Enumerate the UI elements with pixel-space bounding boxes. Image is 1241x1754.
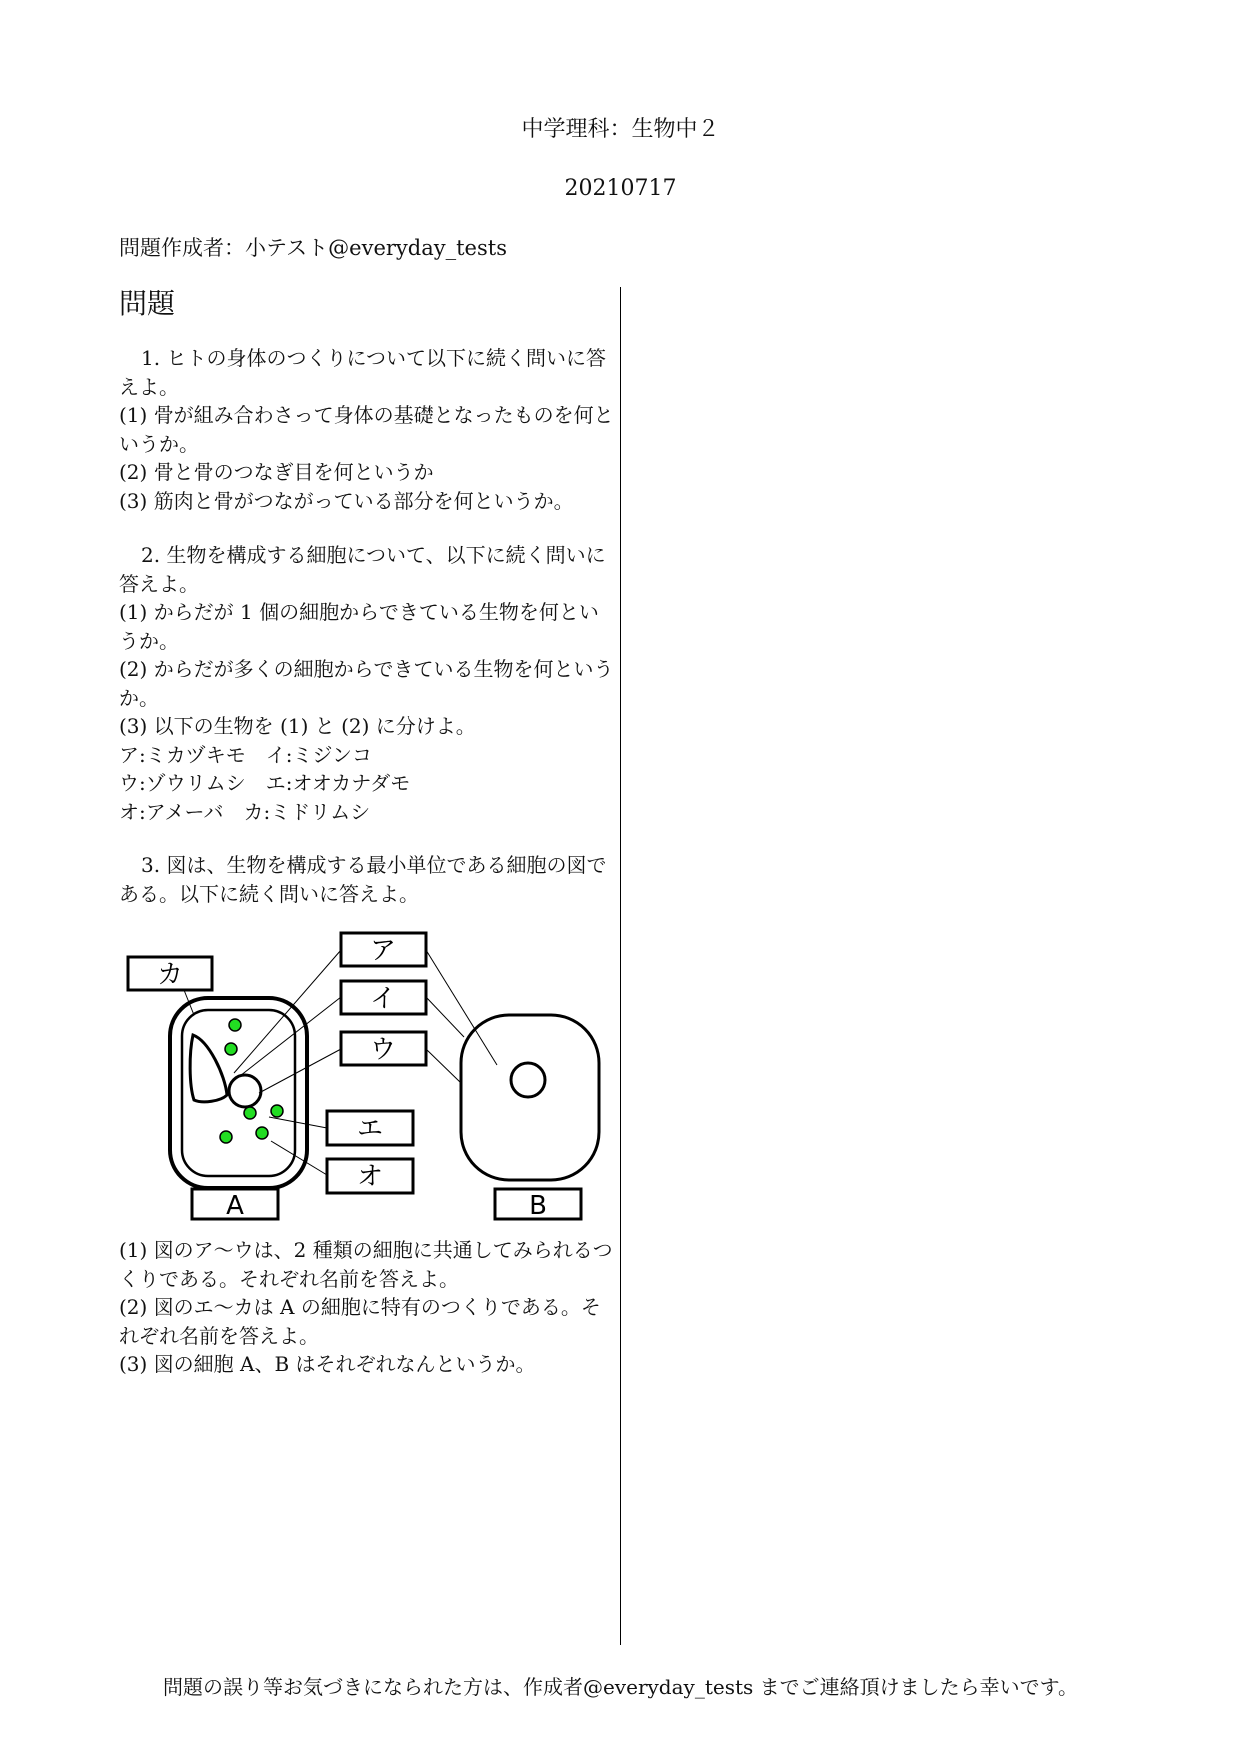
author-line: 問題作成者：小テスト@everyday_tests	[119, 236, 507, 260]
column-divider	[620, 287, 621, 1645]
question-1-item-2: (2) 骨と骨のつなぎ目を何というか	[119, 460, 434, 484]
question-2-intro: 2. 生物を構成する細胞について、以下に続く問いに答えよ。	[119, 543, 606, 596]
label-ka: カ	[156, 960, 184, 990]
question-1	[119, 344, 614, 515]
question-3	[119, 851, 614, 908]
label-u: ウ	[369, 1035, 397, 1065]
question-2-option-2: ウ:ゾウリムシ エ:オオカナダモ	[119, 771, 411, 795]
question-2-item-2: (2) からだが多くの細胞からできている生物を何というか。	[119, 657, 614, 710]
document-date: 20210717	[564, 176, 677, 201]
question-2-option-1: ア:ミカヅキモ イ:ミジンコ	[119, 742, 372, 767]
question-1-item-3: (3) 筋肉と骨がつながっている部分を何というか。	[119, 488, 574, 513]
question-3-subquestions	[119, 1236, 614, 1379]
footer-note: 問題の誤り等お気づきになられた方は、作成者@everyday_tests までご連絡頂けましたら幸いです。	[162, 1675, 1079, 1699]
cell-diagram	[119, 925, 609, 1221]
label-cell-b: B	[529, 1191, 547, 1221]
question-3-intro: 3. 図は、生物を構成する最小単位である細胞の図である。以下に続く問いに答えよ。	[119, 853, 607, 906]
label-o: オ	[356, 1162, 384, 1192]
question-3-item-1: (1) 図のア〜ウは、2 種類の細胞に共通してみられるつくりである。それぞれ名前を答えよ。	[119, 1238, 613, 1291]
label-e: エ	[356, 1114, 384, 1144]
question-3-item-3: (3) 図の細胞 A、B はそれぞれなんというか。	[119, 1352, 536, 1376]
question-2	[119, 541, 614, 826]
document-title: 中学理科：生物中２	[521, 117, 720, 142]
question-2-item-1: (1) からだが 1 個の細胞からできている生物を何というか。	[119, 600, 599, 653]
question-1-intro: 1. ヒトの身体のつくりについて以下に続く問いに答えよ。	[119, 346, 607, 399]
question-1-item-1: (1) 骨が組み合わさって身体の基礎となったものを何というか。	[119, 403, 614, 456]
label-i: イ	[369, 984, 397, 1014]
question-2-item-3: (3) 以下の生物を (1) と (2) に分けよ。	[119, 714, 476, 738]
question-3-item-2: (2) 図のエ〜カは A の細胞に特有のつくりである。それぞれ名前を答えよ。	[119, 1295, 601, 1348]
question-2-option-3: オ:アメーバ カ:ミドリムシ	[119, 799, 371, 824]
label-a: ア	[369, 936, 397, 966]
label-cell-a: A	[226, 1191, 244, 1221]
section-title: 問題	[119, 287, 176, 320]
